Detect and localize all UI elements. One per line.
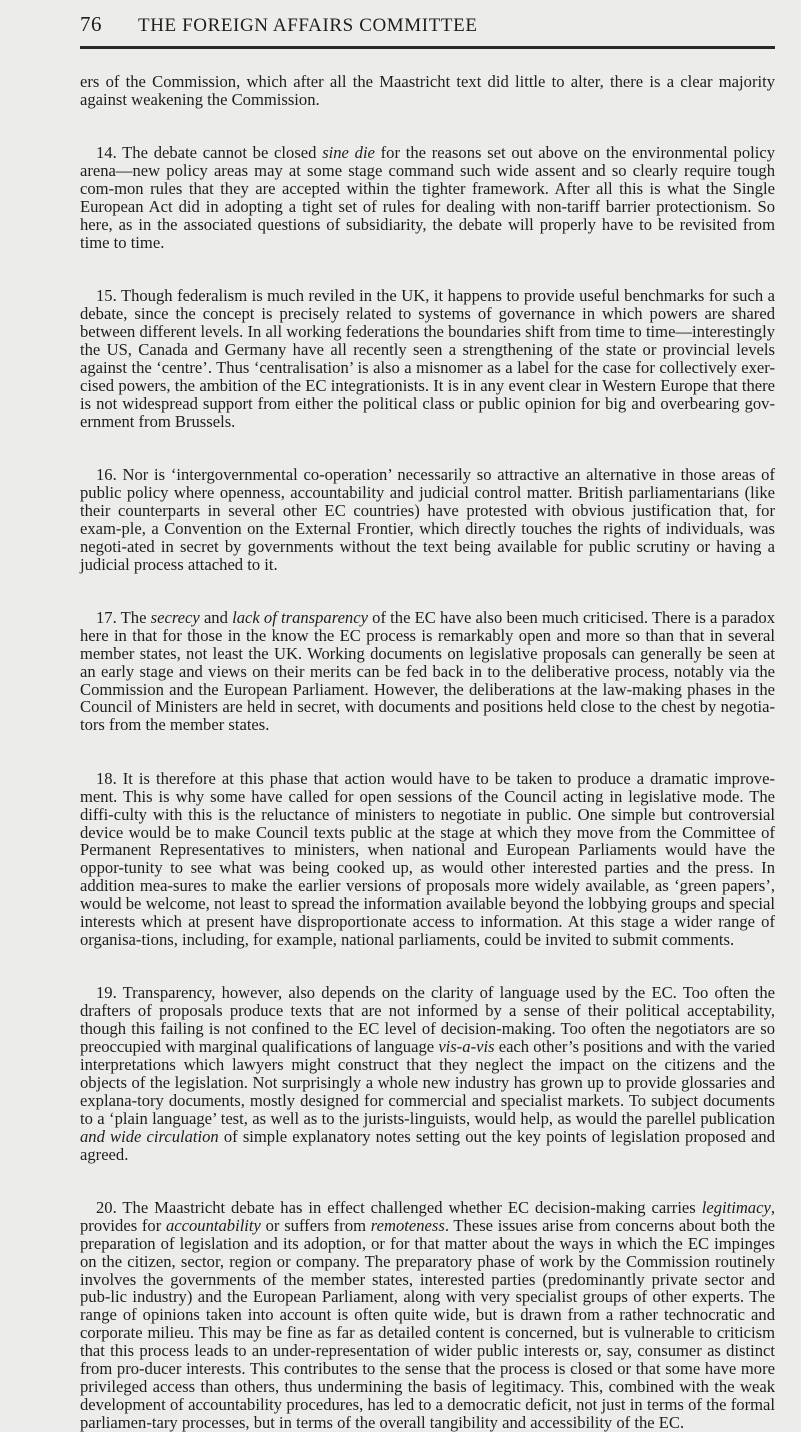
paragraph-20: 20. The Maastricht debate has in effect challenged whether EC decision-making carries legitimacy, provides for accountability or suffers from remoteness. These issues arise from concerns about both the preparation of legislation and its adoption, or for that matter about the ways in which the EC impinges on the citizen, sector, region or company. The preparatory phase of work by the Commission routinely involves the governments of the member states, interested parties (predominantly private sector and pub-lic industry) and the European Parliament, along with very specialist groups of other experts. The range of opinions taken into account is often quite wide, but is drawn from a rather technocratic and corporate milieu. This may be fine as far as detailed content is concerned, but is vulnerable to criticism that this process leads to an under-representation of wider public interests or, say, consumer as distinct from pro-ducer interests. This contributes to the sense that the process is closed or that some have more privileged access than others, thus undermining the basis of legitimacy. This, combined with the weak development of accountability procedures, has led to a democratic deficit, not just in terms of the formal parliamen-tary processes, but in terms of the overall tangibility and accessibility of the EC. [80, 1197, 775, 1432]
header-rule [80, 46, 775, 49]
running-head: THE FOREIGN AFFAIRS COMMITTEE [138, 15, 478, 36]
page-header [80, 12, 775, 42]
paragraph-continuation: ers of the Commission, which after all the Maastricht text did little to alter, there is a clear majority against weakening the Commission. [80, 72, 775, 109]
paragraph-19: 19. Transparency, however, also depends on the clarity of language used by the EC. Too often the drafters of proposals produce texts that are not informed by a sense of their political acceptability, though this failing is not confined to the EC level of decision-making. Too often the negotiators are so preoccupied with marginal qualifications of language vis-a-vis each other’s positions and with the varied interpretations which lawyers might construct that they neglect the impact on the citizens and the objects of the legislation. Not surprisingly a whole new industry has grown up to provide glossaries and explana-tory documents, mostly designed for commercial and specialist markets. To subject documents to a ‘plain language’ test, as well as to the jurists-linguists, would help, as would the parellel publication and wide circulation of simple explanatory notes setting out the key points of legislation proposed and agreed. [80, 983, 776, 1164]
paragraph-15: 15. Though federalism is much reviled in the UK, it happens to provide useful benchmarks for such a debate, since the concept is precisely related to systems of governance in which powers are shared between different levels. In all working federations the boundaries shift from time to time—interestingly the US, Canada and Germany have all recently seen a strengthening of the state or provincial levels against the ‘centre’. Thus ‘centralisation’ is also a misnomer as a label for the case for collectively exer-cised powers, the ambition of the EC integrationists. It is in any event clear in Western Europe that there is not widespread support from either the political class or public opinion for big and overbearing gov-ernment from Brussels. [80, 286, 775, 431]
paragraph-14: 14. The debate cannot be closed sine die for the reasons set out above on the environmental policy arena—new policy areas may at some stage command such wide assent and so clearly require tough com-mon rules that they are accepted within the tighter framework. After all this is what the Single European Act did in adopting a tight set of rules for dealing with non-tariff barrier protectionism. So here, as in the associated questions of subsidiarity, the debate will properly have to be revisited from time to time. [80, 143, 775, 252]
paragraph-18: 18. It is therefore at this phase that action would have to be taken to produce a dramatic improve-ment. This is why some have called for open sessions of the Council acting in legislative mode. The diffi-culty with this is the reluctance of ministers to negotiate in public. One simple but controversial device would be to make Council texts public at the stage at which they move from the Committee of Permanent Representatives to ministers, when national and European Parliaments would have the oppor-tunity to see what was being cooked up, as would other interested parties and the press. In addition mea-sures to make the earlier versions of proposals more widely available, as ‘green papers’, would be welcome, not least to spread the information available beyond the lobbying groups and special interests which at present have disproportionate access to information. At this stage a wider range of organisa-tions, including, for example, national parliaments, could be invited to submit comments. [80, 768, 775, 949]
paragraph-16: 16. Nor is ‘intergovernmental co-operation’ necessarily so attractive an alternative in those areas of public policy where openness, accountability and judicial control matter. British parliamentarians (like their counterparts in several other EC countries) have protested with obvious justification that, for exam-ple, a Convention on the External Frontier, which directly touches the rights of individuals, was negoti-ated in secret by governments without the text being available for public scrutiny or having a judicial process attached to it. [80, 465, 775, 574]
paragraph-17: 17. The secrecy and lack of transparency of the EC have also been much criticised. There is a paradox here in that for those in the know the EC process is remarkably open and more so than that in several member states, not least the UK. Working documents on legislative proposals can generally be seen at an early stage and views on their merits can be fed back in to the deliberative process, notably via the Commission and the European Parliament. However, the deliberations at the law-making phases in the Council of Ministers are held in secret, with documents and positions held close to the chest by negotia-tors from the member states. [80, 607, 775, 735]
body-text [80, 73, 775, 1432]
page-number: 76 [80, 12, 102, 36]
